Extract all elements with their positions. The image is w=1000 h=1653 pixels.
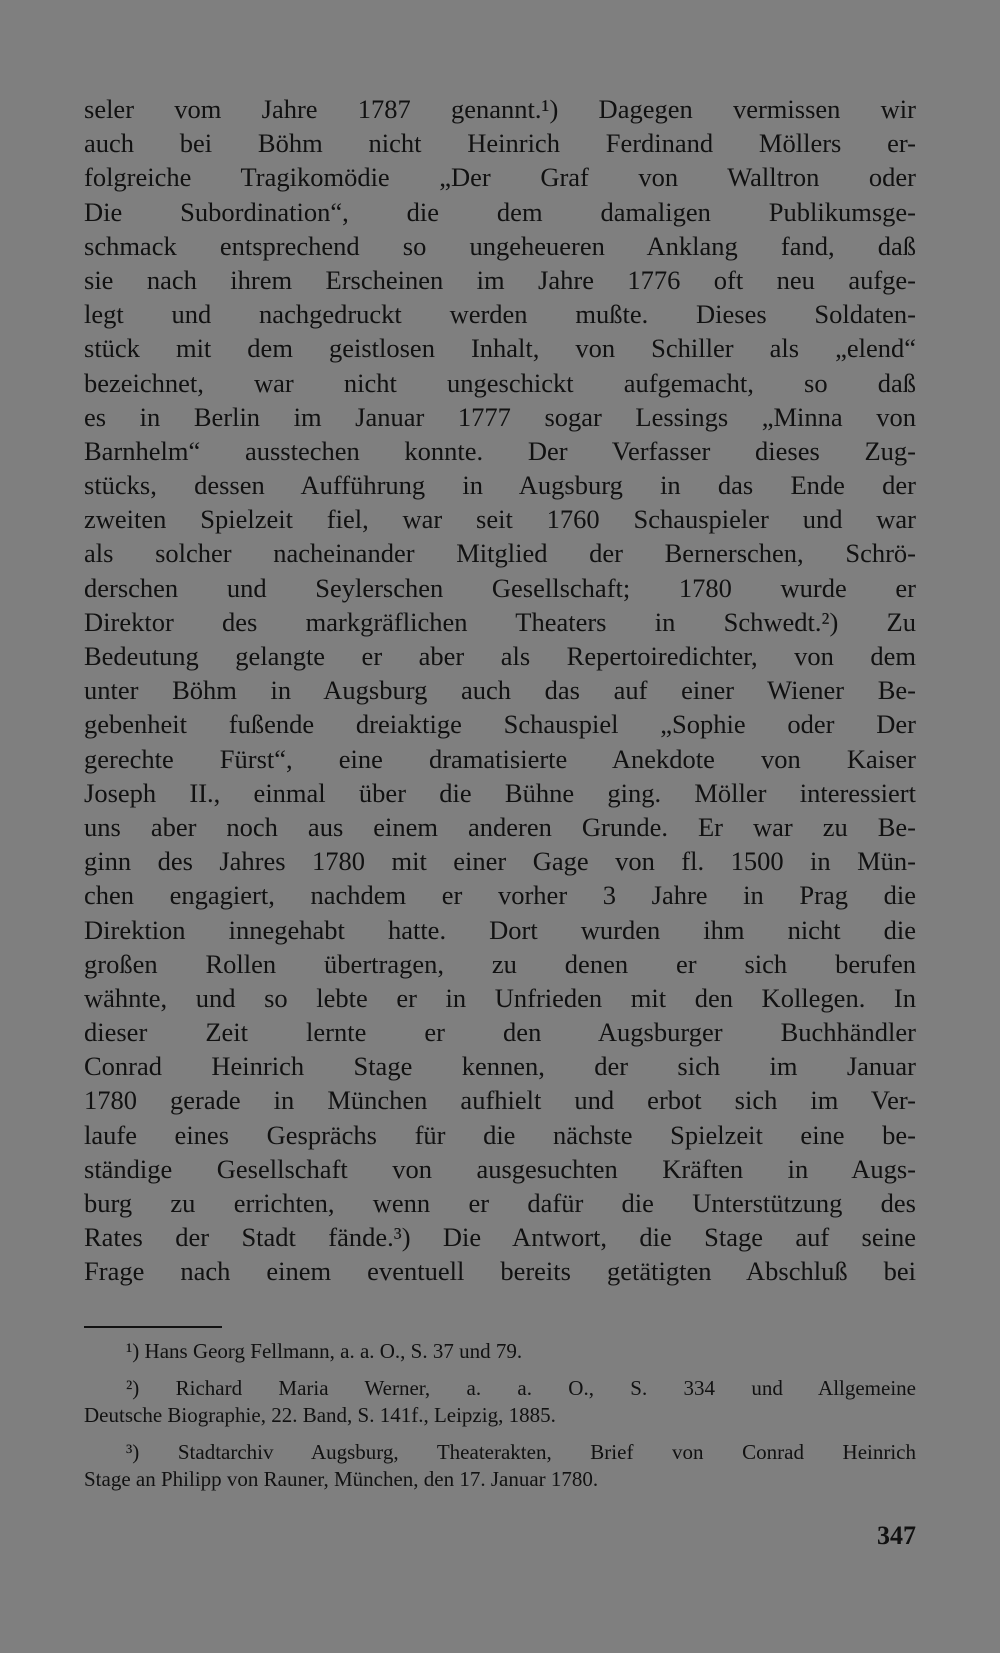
body-line: seler vom Jahre 1787 genannt.¹) Dagegen vermissen wir <box>84 94 916 124</box>
body-line: stücks, dessen Aufführung in Augsburg in das Ende der <box>84 470 916 501</box>
body-line: Direktor des markgräflichen Theaters in Schwedt.²) Zu <box>84 606 916 637</box>
body-line: chen engagiert, nachdem er vorher 3 Jahre in Prag die <box>84 880 916 911</box>
body-line: Direktion innegehabt hatte. Dort wurden ihm nicht die <box>84 914 916 945</box>
body-line: zweiten Spielzeit fiel, war seit 1760 Schauspieler und war <box>84 504 916 535</box>
body-line: unter Böhm in Augsburg auch das auf einer Wiener Be- <box>84 675 916 706</box>
body-line: Rates der Stadt fände.³) Die Antwort, die Stage auf seine <box>84 1222 916 1253</box>
body-line: Barnhelm“ ausstechen konnte. Der Verfasser dieses Zug- <box>84 435 916 466</box>
body-line: ginn des Jahres 1780 mit einer Gage von fl. 1500 in Mün- <box>84 846 916 877</box>
footnotes <box>84 1338 916 1493</box>
footnote-1: ¹) Hans Georg Fellmann, a. a. O., S. 37 und 79. <box>126 1339 523 1363</box>
footnote-3: ³) Stadtarchiv Augsburg, Theaterakten, Brief von Conrad Heinrich <box>126 1440 916 1464</box>
body-line: ständige Gesellschaft von ausgesuchten Kräften in Augs- <box>84 1153 916 1184</box>
footnote-divider <box>84 1326 222 1328</box>
body-text <box>84 92 916 1289</box>
body-line: Die Subordination“, die dem damaligen Publikumsge- <box>84 196 916 227</box>
body-line: bezeichnet, war nicht ungeschickt aufgemacht, so daß <box>84 367 916 398</box>
body-line: uns aber noch aus einem anderen Grunde. Er war zu Be- <box>84 811 916 842</box>
body-line: stück mit dem geistlosen Inhalt, von Schiller als „elend“ <box>84 333 916 364</box>
body-line: Frage nach einem eventuell bereits getätigten Abschluß bei <box>84 1256 916 1287</box>
body-line: es in Berlin im Januar 1777 sogar Lessings „Minna von <box>84 401 916 432</box>
footnote-2: ²) Richard Maria Werner, a. a. O., S. 334 und Allgemeine <box>126 1376 916 1400</box>
body-line: laufe eines Gesprächs für die nächste Spielzeit eine be- <box>84 1119 916 1150</box>
body-line: sie nach ihrem Erscheinen im Jahre 1776 oft neu aufge- <box>84 264 916 295</box>
body-line: gebenheit fußende dreiaktige Schauspiel „Sophie oder Der <box>84 709 916 740</box>
body-line: großen Rollen übertragen, zu denen er sich berufen <box>84 948 916 979</box>
footnote-2-continued: Deutsche Biographie, 22. Band, S. 141f., Leipzig, 1885. <box>84 1403 556 1427</box>
body-line: legt und nachgedruckt werden mußte. Dieses Soldaten- <box>84 299 916 330</box>
page-number: 347 <box>877 1521 916 1550</box>
body-line: Joseph II., einmal über die Bühne ging. Möller interessiert <box>84 777 916 808</box>
footnote-3-continued: Stage an Philipp von Rauner, München, den 17. Januar 1780. <box>84 1467 599 1491</box>
body-line: burg zu errichten, wenn er dafür die Unterstützung des <box>84 1188 916 1218</box>
body-line: Conrad Heinrich Stage kennen, der sich im Januar <box>84 1051 916 1082</box>
body-line: 1780 gerade in München aufhielt und erbot sich im Ver- <box>84 1085 916 1116</box>
body-line: Bedeutung gelangte er aber als Repertoiredichter, von dem <box>84 641 916 671</box>
body-line: als solcher nacheinander Mitglied der Bernerschen, Schrö- <box>84 538 916 569</box>
body-line: derschen und Seylerschen Gesellschaft; 1780 wurde er <box>84 572 916 603</box>
body-line: dieser Zeit lernte er den Augsburger Buchhändler <box>84 1017 916 1048</box>
body-line: gerechte Fürst“, eine dramatisierte Anekdote von Kaiser <box>84 743 916 774</box>
body-line: auch bei Böhm nicht Heinrich Ferdinand Möllers er- <box>84 128 916 159</box>
body-line: schmack entsprechend so ungeheueren Anklang fand, daß <box>84 230 916 261</box>
body-line: folgreiche Tragikomödie „Der Graf von Walltron oder <box>84 162 916 193</box>
body-line: wähnte, und so lebte er in Unfrieden mit den Kollegen. In <box>84 982 916 1013</box>
